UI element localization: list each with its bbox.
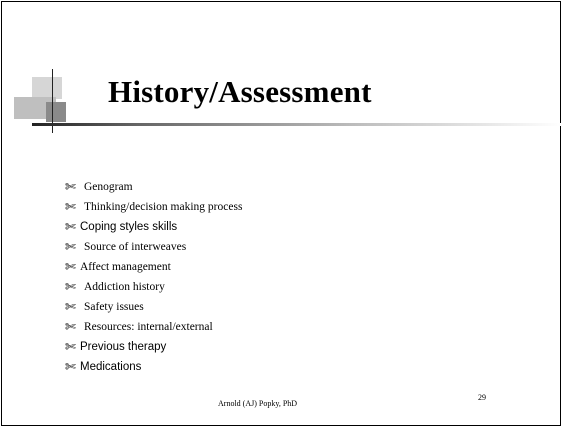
page-number: 29 — [478, 393, 486, 402]
slide-title: History/Assessment — [108, 74, 372, 109]
bullet-text: Thinking/decision making process — [84, 201, 243, 213]
list-item — [65, 257, 242, 277]
bullet-text: Resources: internal/external — [84, 321, 213, 333]
title-underline — [32, 123, 562, 126]
decorative-block — [46, 102, 66, 122]
list-item — [65, 317, 242, 337]
decorative-block — [32, 77, 62, 99]
scissors-icon: ✄ — [65, 259, 76, 274]
list-item — [65, 277, 242, 297]
bullet-text: Medications — [80, 361, 142, 373]
scissors-icon: ✄ — [65, 279, 76, 294]
bullet-text: Source of interweaves — [84, 241, 187, 253]
scissors-icon: ✄ — [65, 219, 76, 234]
bullet-text: Affect management — [80, 261, 171, 273]
bullet-text: Safety issues — [84, 301, 144, 313]
scissors-icon: ✄ — [65, 359, 76, 374]
scissors-icon: ✄ — [65, 299, 76, 314]
list-item — [65, 297, 242, 317]
bullet-text: Previous therapy — [80, 341, 167, 353]
list-item — [65, 337, 242, 357]
slide-frame — [1, 1, 561, 426]
bullet-text: Coping styles skills — [80, 221, 178, 233]
list-item — [65, 177, 242, 197]
list-item — [65, 197, 242, 217]
scissors-icon: ✄ — [65, 179, 76, 194]
scissors-icon: ✄ — [65, 319, 76, 334]
list-item — [65, 237, 242, 257]
bullet-text: Genogram — [84, 181, 133, 193]
bullet-list — [65, 177, 242, 377]
bullet-text: Addiction history — [84, 281, 165, 293]
scissors-icon: ✄ — [65, 339, 76, 354]
list-item — [65, 357, 242, 377]
scissors-icon: ✄ — [65, 239, 76, 254]
scissors-icon: ✄ — [65, 199, 76, 214]
slide-footer: Arnold (AJ) Popky, PhD — [218, 399, 298, 408]
list-item — [65, 217, 242, 237]
